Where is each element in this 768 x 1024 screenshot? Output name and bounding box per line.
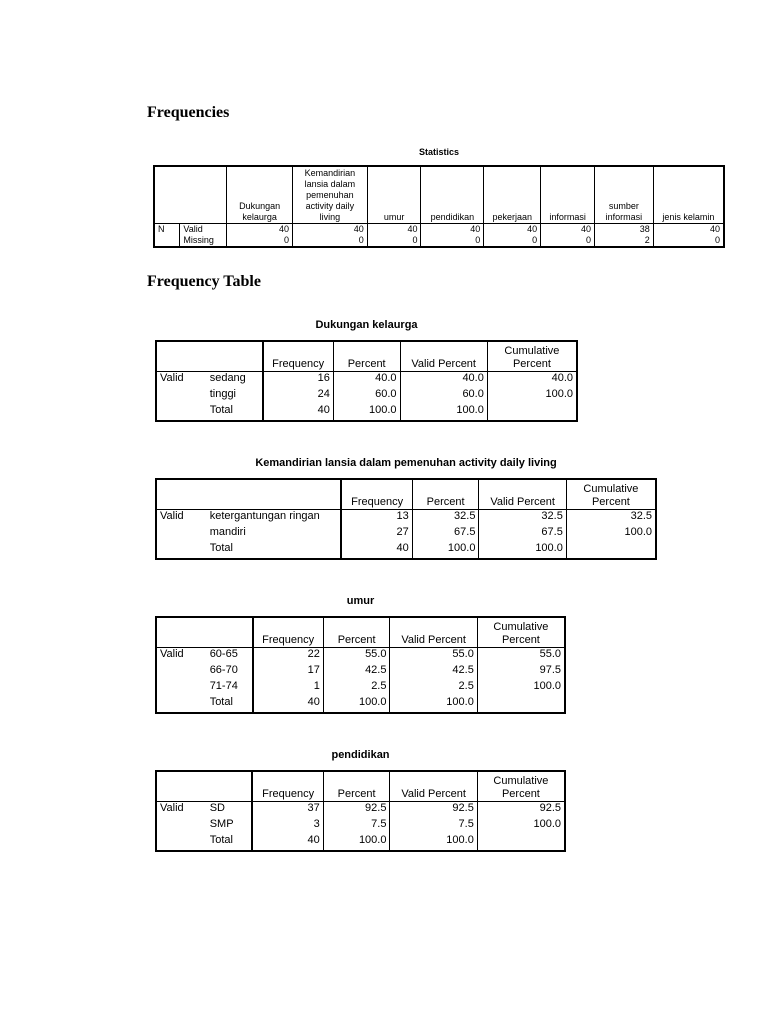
statistics-table	[153, 165, 725, 248]
freq-col-header: Valid Percent	[400, 341, 487, 372]
freq-cell: 92.5	[477, 802, 565, 819]
freq-col-header: Cumulative Percent	[477, 617, 565, 648]
table-row	[156, 648, 565, 665]
statistics-cell: 0	[367, 235, 421, 247]
freq-cell: 100.0	[390, 696, 477, 713]
statistics-cell: 40	[541, 224, 595, 236]
freq-group-spacer	[156, 696, 207, 713]
statistics-header-row	[154, 166, 724, 224]
freq-col-header: Cumulative Percent	[566, 479, 656, 510]
freq-cell: 13	[341, 510, 412, 527]
freq-cell	[487, 404, 577, 421]
freq-cell: 67.5	[479, 526, 566, 542]
freq-row-label: Total	[207, 542, 342, 559]
frequency-table-heading: Frequency Table	[147, 273, 261, 290]
freq-table-umur	[155, 616, 566, 714]
freq-cell: 2.5	[390, 680, 477, 696]
freq-cell: 1	[253, 680, 324, 696]
freq-table-title-pendidikan: pendidikan	[331, 749, 390, 761]
freq-table-title-dukungan: Dukungan kelaurga	[315, 319, 418, 331]
freq-cell: 92.5	[390, 802, 477, 819]
statistics-missing-label: Missing	[180, 235, 227, 247]
freq-cell: 55.0	[323, 648, 390, 665]
freq-col-header: Frequency	[263, 341, 334, 372]
freq-row-label: SMP	[207, 818, 253, 834]
freq-row-label: 71-74	[207, 680, 253, 696]
freq-row-label: SD	[207, 802, 253, 819]
freq-cell: 32.5	[479, 510, 566, 527]
statistics-cell: 0	[541, 235, 595, 247]
freq-cell: 2.5	[323, 680, 390, 696]
statistics-missing-row	[154, 235, 724, 247]
freq-cell: 100.0	[487, 388, 577, 404]
freq-cell: 100.0	[400, 404, 487, 421]
table-row	[156, 664, 565, 680]
statistics-col-header: umur	[367, 166, 421, 224]
freq-table-kemandirian	[155, 478, 657, 560]
freq-col-header: Frequency	[252, 771, 323, 802]
freq-group-spacer	[156, 834, 207, 851]
frequencies-heading: Frequencies	[147, 104, 230, 121]
freq-group-spacer	[156, 664, 207, 680]
freq-group-spacer	[156, 542, 207, 559]
freq-header-row	[156, 479, 656, 510]
freq-table-dukungan	[155, 340, 578, 422]
freq-cell	[477, 696, 565, 713]
freq-cell: 60.0	[333, 388, 400, 404]
freq-cell: 100.0	[323, 696, 390, 713]
freq-cell: 7.5	[390, 818, 477, 834]
freq-row-label: mandiri	[207, 526, 342, 542]
statistics-valid-row	[154, 224, 724, 236]
freq-header-row	[156, 341, 577, 372]
freq-cell: 32.5	[412, 510, 479, 527]
statistics-cell: 40	[484, 224, 541, 236]
table-row	[156, 680, 565, 696]
table-row	[156, 542, 656, 559]
freq-cell: 40	[263, 404, 334, 421]
statistics-cell: 2	[595, 235, 654, 247]
freq-corner-cell	[156, 771, 207, 802]
freq-cell: 42.5	[323, 664, 390, 680]
statistics-valid-label: Valid	[180, 224, 227, 236]
statistics-n-label: N	[154, 224, 180, 236]
freq-group-label: Valid	[156, 802, 207, 819]
freq-cell: 100.0	[333, 404, 400, 421]
freq-col-header: Percent	[412, 479, 479, 510]
freq-group-spacer	[156, 388, 207, 404]
freq-group-label: Valid	[156, 510, 207, 527]
freq-cell: 16	[263, 372, 334, 389]
statistics-cell: 38	[595, 224, 654, 236]
freq-group-spacer	[156, 526, 207, 542]
statistics-col-header: sumber informasi	[595, 166, 654, 224]
freq-corner-cell	[207, 479, 342, 510]
table-row	[156, 404, 577, 421]
freq-cell: 100.0	[390, 834, 477, 851]
statistics-cell: 0	[227, 235, 293, 247]
statistics-cell: 40	[421, 224, 484, 236]
statistics-cell: 40	[367, 224, 421, 236]
freq-cell: 24	[263, 388, 334, 404]
freq-cell: 42.5	[390, 664, 477, 680]
freq-cell: 100.0	[412, 542, 479, 559]
statistics-cell: 40	[293, 224, 368, 236]
statistics-cell: 0	[653, 235, 724, 247]
freq-cell: 100.0	[479, 542, 566, 559]
freq-row-label: Total	[207, 404, 263, 421]
statistics-col-header: jenis kelamin	[653, 166, 724, 224]
freq-cell: 100.0	[477, 680, 565, 696]
freq-col-header: Percent	[333, 341, 400, 372]
freq-cell: 100.0	[566, 526, 656, 542]
freq-row-label: 60-65	[207, 648, 253, 665]
freq-cell: 40.0	[400, 372, 487, 389]
freq-corner-cell	[156, 341, 207, 372]
table-row	[156, 802, 565, 819]
statistics-corner-cell	[154, 166, 227, 224]
freq-cell: 100.0	[323, 834, 390, 851]
freq-cell: 60.0	[400, 388, 487, 404]
freq-group-label: Valid	[156, 648, 207, 665]
table-row	[156, 526, 656, 542]
table-row	[156, 818, 565, 834]
freq-corner-cell	[156, 617, 207, 648]
statistics-cell: 0	[484, 235, 541, 247]
freq-cell: 22	[253, 648, 324, 665]
statistics-n-spacer	[154, 235, 180, 247]
freq-group-label: Valid	[156, 372, 207, 389]
freq-group-spacer	[156, 818, 207, 834]
freq-row-label: ketergantungan ringan	[207, 510, 342, 527]
freq-col-header: Frequency	[253, 617, 324, 648]
freq-cell: 40.0	[333, 372, 400, 389]
table-row	[156, 834, 565, 851]
statistics-cell: 0	[421, 235, 484, 247]
freq-col-header: Percent	[323, 617, 390, 648]
statistics-col-header: Kemandirian lansia dalam pemenuhan activity daily living	[293, 166, 368, 224]
freq-header-row	[156, 771, 565, 802]
freq-col-header: Valid Percent	[390, 617, 477, 648]
table-row	[156, 372, 577, 389]
freq-cell: 40.0	[487, 372, 577, 389]
freq-corner-cell	[207, 771, 253, 802]
freq-table-title-kemandirian: Kemandirian lansia dalam pemenuhan activity daily living	[255, 457, 557, 469]
freq-corner-cell	[156, 479, 207, 510]
freq-header-row	[156, 617, 565, 648]
freq-row-label: tinggi	[207, 388, 263, 404]
freq-col-header: Cumulative Percent	[487, 341, 577, 372]
freq-table-title-umur: umur	[346, 595, 375, 607]
statistics-col-header: Dukungan kelaurga	[227, 166, 293, 224]
freq-cell: 92.5	[323, 802, 390, 819]
freq-row-label: Total	[207, 696, 253, 713]
statistics-col-header: informasi	[541, 166, 595, 224]
freq-cell: 67.5	[412, 526, 479, 542]
statistics-cell: 40	[653, 224, 724, 236]
freq-cell: 17	[253, 664, 324, 680]
freq-cell: 40	[253, 696, 324, 713]
freq-cell: 32.5	[566, 510, 656, 527]
freq-col-header: Frequency	[341, 479, 412, 510]
statistics-cell: 40	[227, 224, 293, 236]
statistics-title: Statistics	[418, 147, 460, 157]
freq-corner-cell	[207, 341, 263, 372]
freq-col-header: Percent	[323, 771, 390, 802]
freq-cell: 55.0	[390, 648, 477, 665]
freq-col-header: Valid Percent	[479, 479, 566, 510]
freq-cell: 7.5	[323, 818, 390, 834]
freq-cell: 55.0	[477, 648, 565, 665]
statistics-col-header: pendidikan	[421, 166, 484, 224]
freq-cell: 40	[252, 834, 323, 851]
freq-col-header: Cumulative Percent	[477, 771, 565, 802]
freq-cell	[477, 834, 565, 851]
statistics-cell: 0	[293, 235, 368, 247]
freq-row-label: Total	[207, 834, 253, 851]
freq-cell: 37	[252, 802, 323, 819]
freq-cell	[566, 542, 656, 559]
freq-cell: 100.0	[477, 818, 565, 834]
freq-group-spacer	[156, 680, 207, 696]
table-row	[156, 388, 577, 404]
freq-row-label: sedang	[207, 372, 263, 389]
freq-row-label: 66-70	[207, 664, 253, 680]
freq-corner-cell	[207, 617, 253, 648]
freq-col-header: Valid Percent	[390, 771, 477, 802]
freq-table-pendidikan	[155, 770, 566, 852]
statistics-col-header: pekerjaan	[484, 166, 541, 224]
freq-cell: 3	[252, 818, 323, 834]
freq-cell: 27	[341, 526, 412, 542]
table-row	[156, 510, 656, 527]
freq-group-spacer	[156, 404, 207, 421]
table-row	[156, 696, 565, 713]
freq-cell: 97.5	[477, 664, 565, 680]
freq-cell: 40	[341, 542, 412, 559]
